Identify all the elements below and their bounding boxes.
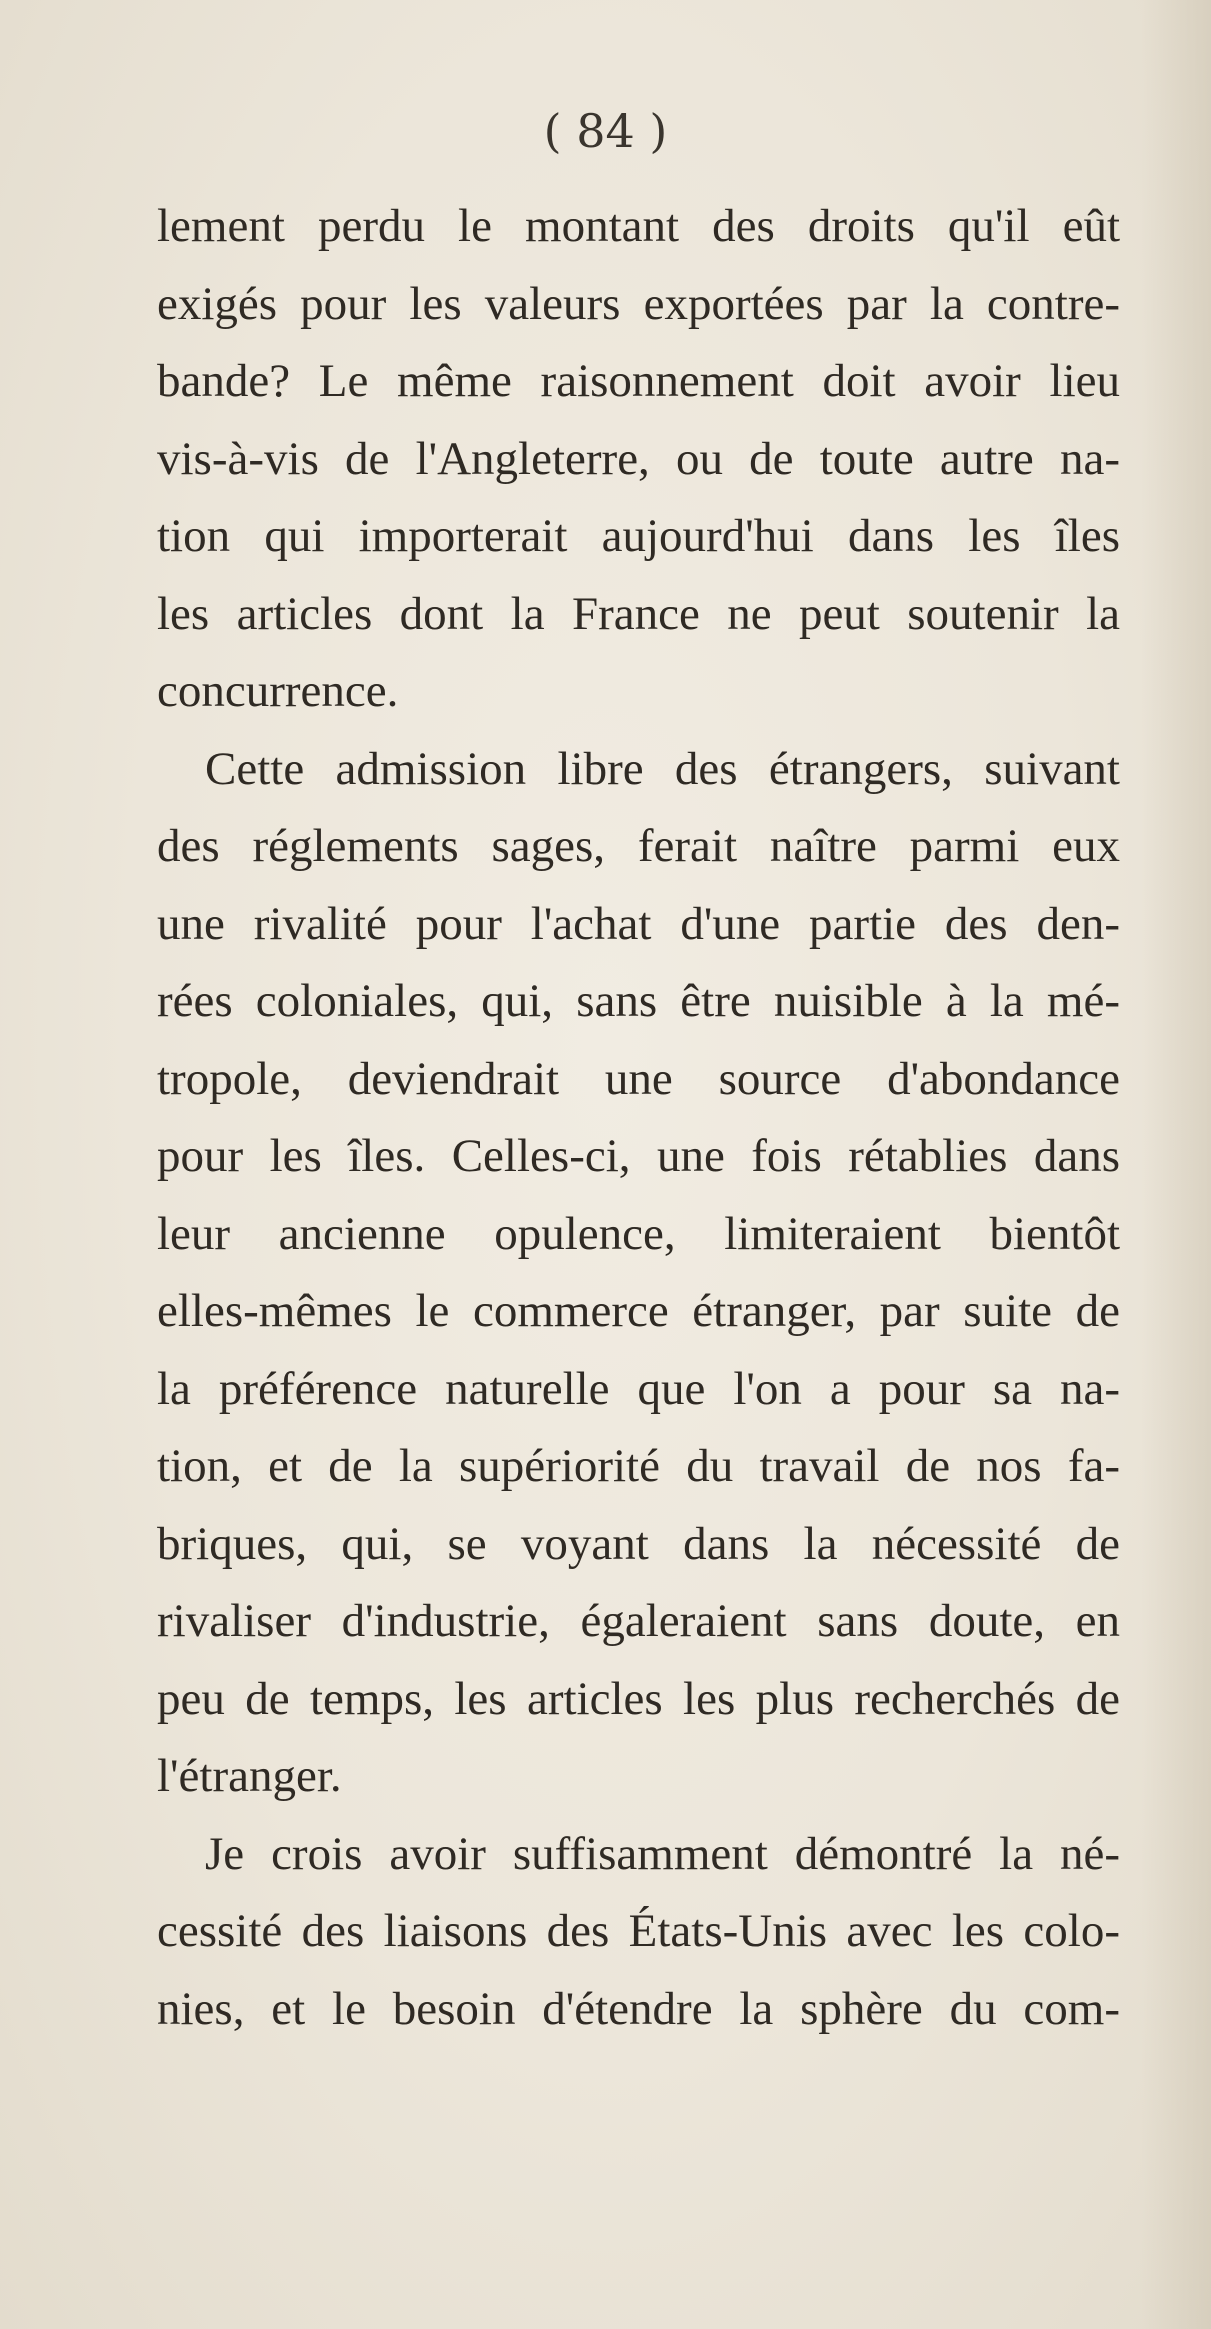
text-line: concurrence.	[157, 665, 399, 717]
text-line: l'étranger.	[157, 1750, 342, 1802]
body-text	[157, 188, 1120, 2048]
text-line: vis-à-vis de l'Angleterre, ou de toute autre na-	[157, 432, 1120, 485]
text-line: tion qui importerait aujourd'hui dans les îles	[157, 510, 1120, 562]
text-line: exigés pour les valeurs exportées par la contre-	[157, 277, 1120, 330]
text-line: nies, et le besoin d'étendre la sphère du com-	[157, 1982, 1120, 2035]
text-line: tropole, deviendrait une source d'abondance	[157, 1052, 1120, 1105]
text-line: briques, qui, se voyant dans la nécessité de	[157, 1517, 1120, 1570]
text-line: peu de temps, les articles les plus recherchés de	[157, 1672, 1120, 1725]
text-line: bande? Le même raisonnement doit avoir lieu	[157, 355, 1120, 407]
text-line: tion, et de la supériorité du travail de nos fa-	[157, 1440, 1120, 1492]
text-line: une rivalité pour l'achat d'une partie des den-	[157, 897, 1120, 950]
text-line: rées coloniales, qui, sans être nuisible à la mé-	[157, 975, 1120, 1027]
text-line: des réglements sages, ferait naître parmi eux	[157, 820, 1120, 872]
page-edge-shadow	[1141, 0, 1211, 2329]
text-line: elles-mêmes le commerce étranger, par suite de	[157, 1285, 1120, 1337]
text-line: Cette admission libre des étrangers, suivant	[205, 742, 1120, 795]
page-number: ( 84 )	[543, 104, 668, 158]
text-line: lement perdu le montant des droits qu'il eût	[157, 200, 1120, 252]
text-line: cessité des liaisons des États-Unis avec les colo-	[157, 1905, 1120, 1957]
text-line: leur ancienne opulence, limiteraient bientôt	[157, 1207, 1120, 1260]
text-line: la préférence naturelle que l'on a pour sa na-	[157, 1362, 1120, 1415]
text-line: pour les îles. Celles-ci, une fois rétablies dans	[157, 1130, 1120, 1182]
text-line: Je crois avoir suffisamment démontré la né-	[205, 1827, 1120, 1880]
text-line: rivaliser d'industrie, égaleraient sans doute, en	[157, 1595, 1120, 1647]
text-line: les articles dont la France ne peut soutenir la	[157, 587, 1120, 640]
